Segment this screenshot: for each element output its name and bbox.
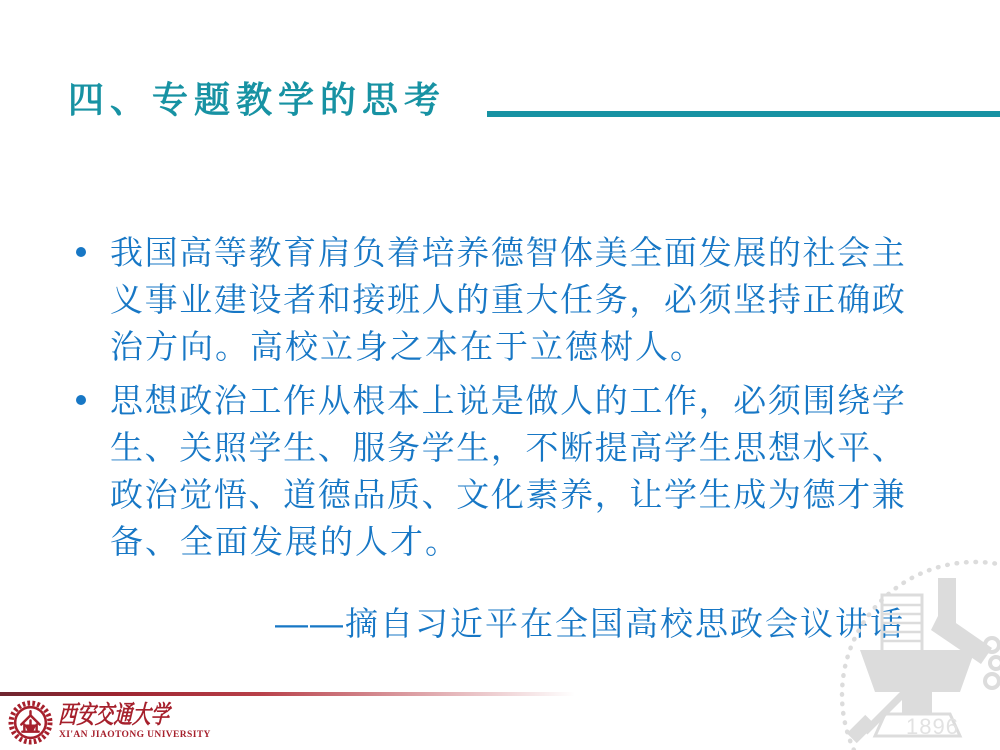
bullet-item	[70, 229, 905, 370]
university-logo	[8, 700, 211, 745]
bullet-text-line: 政 治 觉 悟 、 道 德 品 质 、 文 化 素 养 ， 让 学 生 成 为 德 才 兼	[110, 476, 905, 513]
attribution-line: ——摘自习近平在全国高校思政会议讲话	[275, 605, 905, 642]
title-underline	[487, 111, 1000, 117]
bullet-text-line: 义 事 业 建 设 者 和 接 班 人 的 重 大 任 务 ， 必 须 坚 持 正 确 政	[110, 281, 905, 318]
footer-gradient-line	[0, 692, 575, 696]
bullet-text-line: 治方向。高校立身之本在于立德树人。	[110, 328, 705, 365]
university-logo-text	[59, 700, 211, 740]
emblem-watermark-icon	[810, 550, 1000, 750]
bullet-text-line: 思 想 政 治 工 作 从 根 本 上 说 是 做 人 的 工 作 ， 必 须 围 绕 学	[110, 382, 905, 419]
bullet-text-line: 生 、 关 照 学 生 、 服 务 学 生 ， 不 断 提 高 学 生 思 想 水 平 、	[110, 429, 905, 466]
university-emblem-icon	[8, 700, 53, 745]
university-name-english: XI'AN JIAOTONG UNIVERSITY	[59, 730, 211, 740]
bullet-dot	[70, 229, 110, 370]
bullet-item	[70, 377, 905, 565]
watermark-year-label: 1896	[906, 714, 959, 739]
bullet-text-line: 备、全面发展的人才。	[110, 523, 460, 560]
university-name-chinese: 西安交通大学	[57, 701, 171, 729]
bullet-dot	[70, 377, 110, 565]
bullet-text-line: 我 国 高 等 教 育 肩 负 着 培 养 德 智 体 美 全 面 发 展 的 社 会 主	[110, 234, 905, 271]
slide-title: 四、专题教学的思考	[68, 79, 447, 120]
bullet-list	[70, 229, 905, 565]
